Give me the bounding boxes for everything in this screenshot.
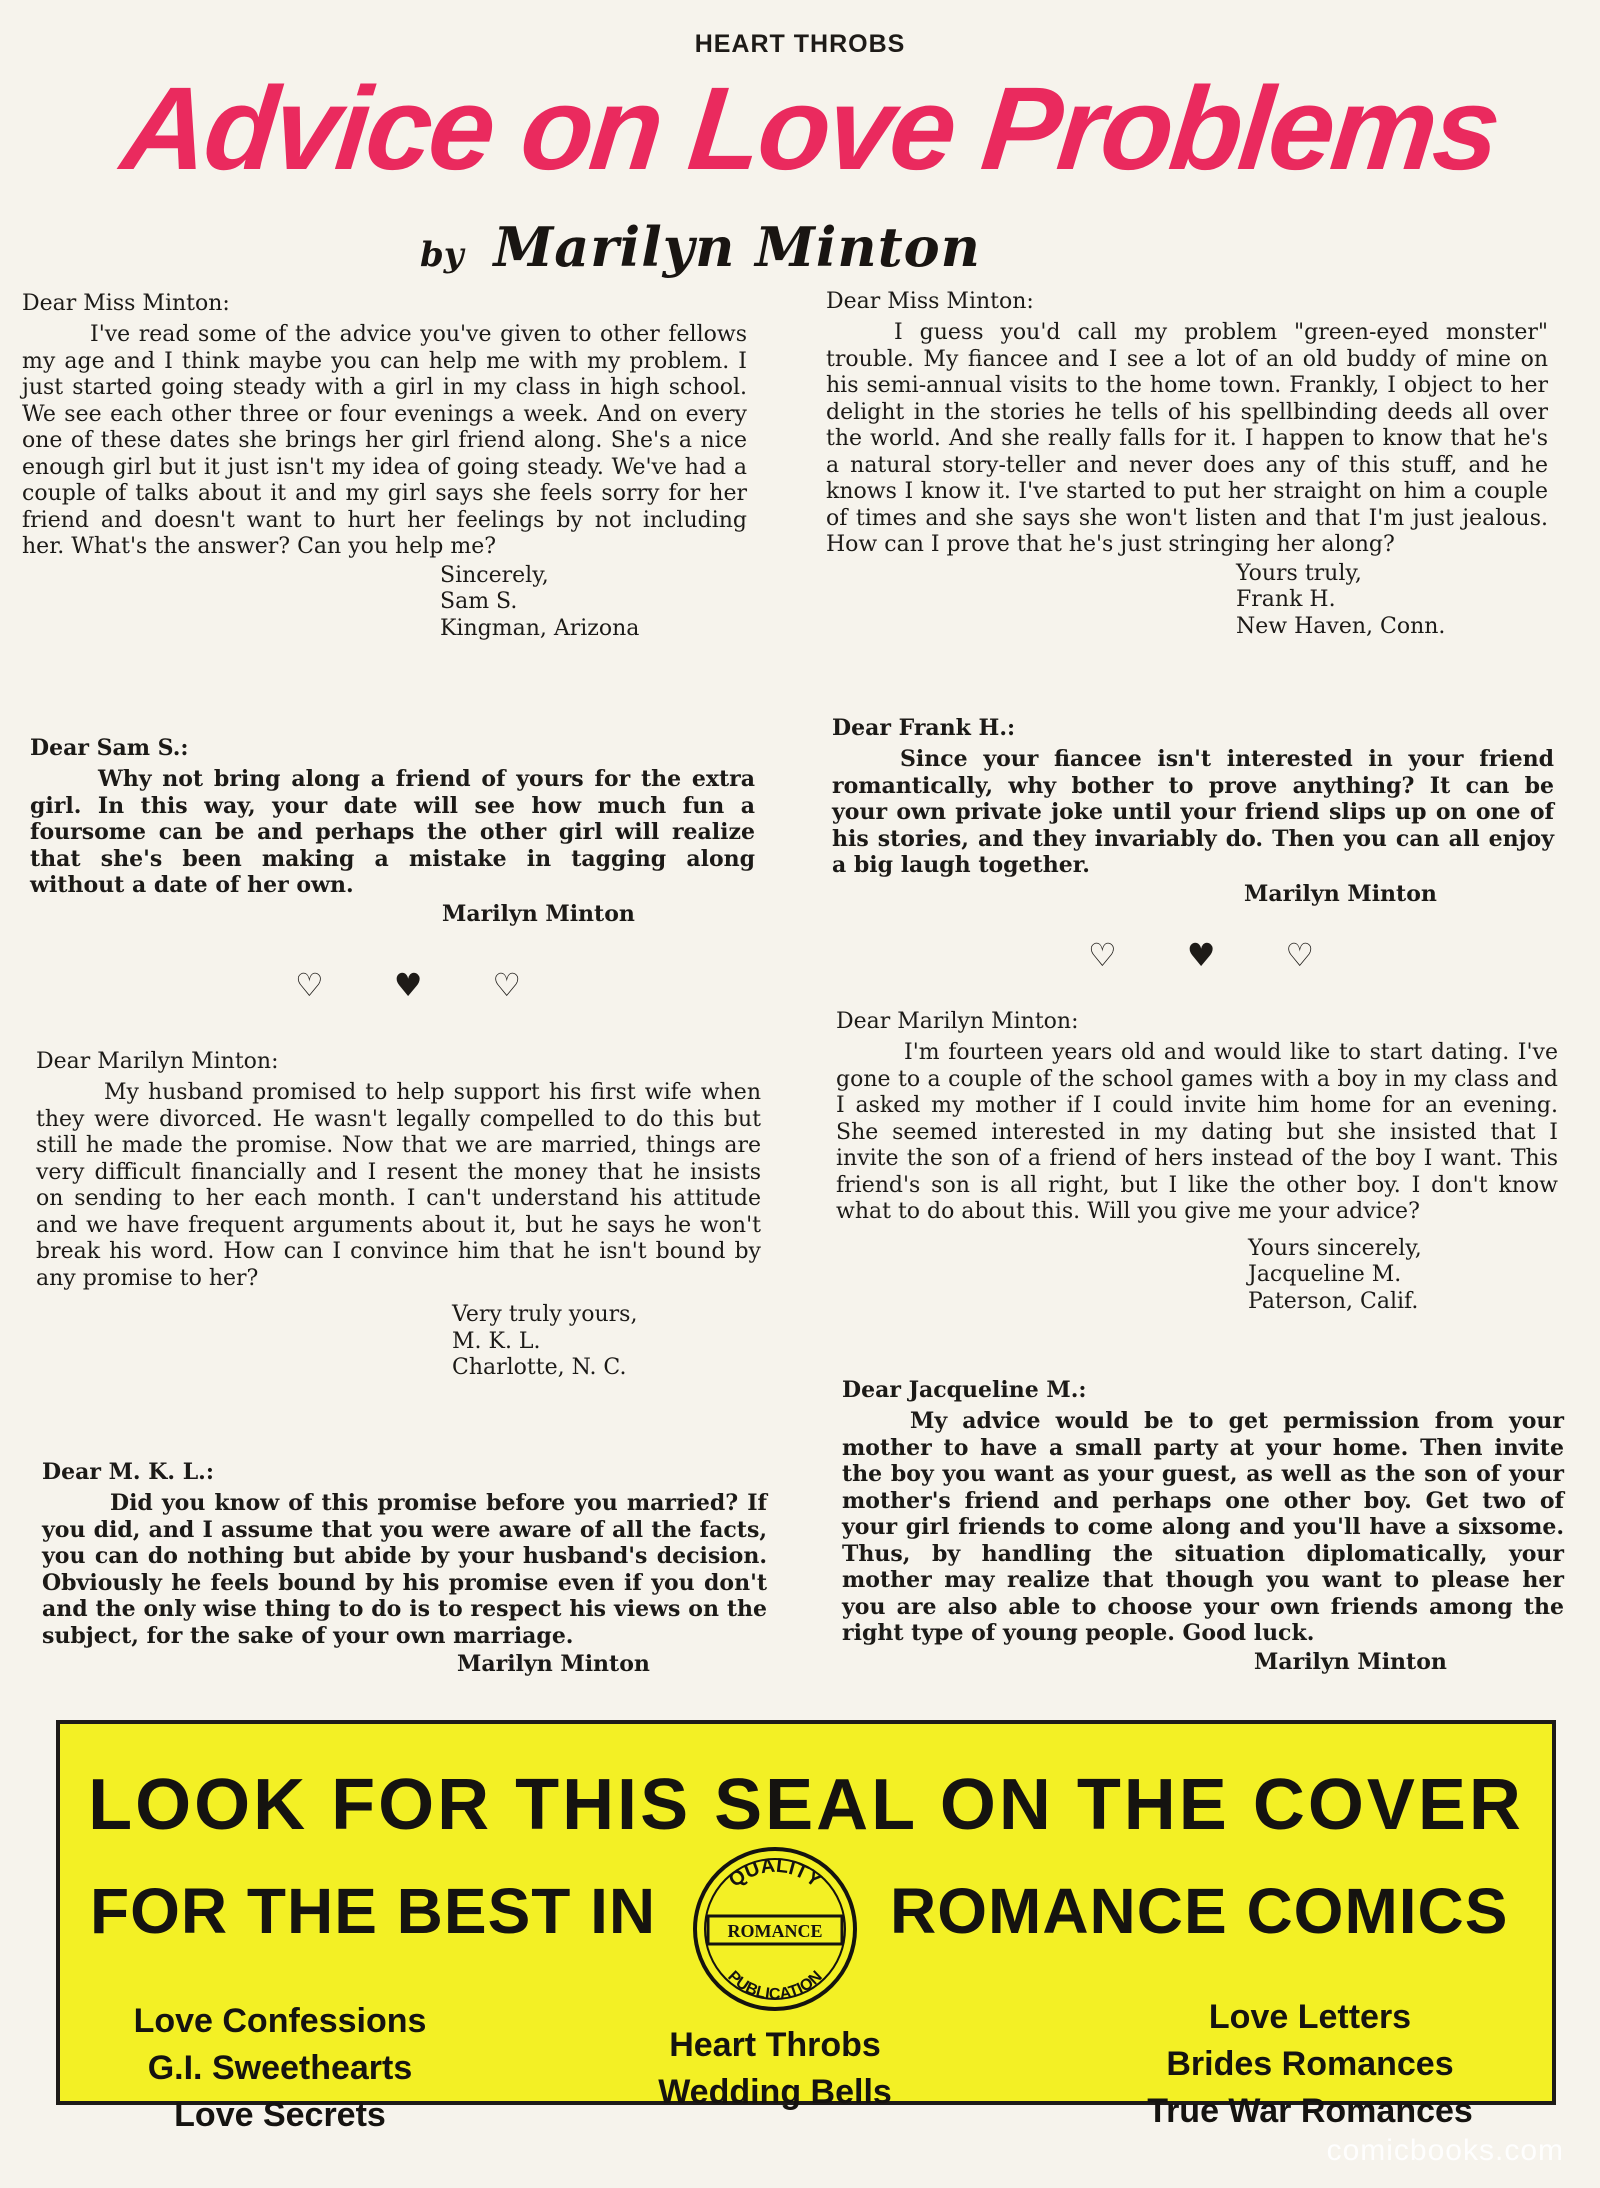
ad-titles-col3 [1120, 1994, 1500, 2135]
letter-salutation: Dear Miss Minton: [22, 291, 230, 316]
ad-subline-left: FOR THE BEST IN [90, 1875, 657, 1947]
ad-title: True War Romances [1147, 2092, 1473, 2130]
letter-signature: Sincerely, Sam S. Kingman, Arizona [440, 562, 640, 641]
heart-divider-icon: ♡♥♡ [295, 966, 592, 1004]
reply-signature: Marilyn Minton [1254, 1648, 1447, 1675]
ad-title: Brides Romances [1166, 2045, 1454, 2083]
reply-salutation: Dear Frank H.: [832, 715, 1016, 741]
letter-mkl [36, 1048, 761, 1382]
reply-mkl [42, 1458, 767, 1678]
letter-signature: Yours truly, Frank H. New Haven, Conn. [1236, 560, 1446, 639]
reply-jacqueline [842, 1376, 1564, 1675]
reply-body: Since your fiancee isn't interested in your friend romantically, why bother to prove anything? It can be your own private joke until your friend slips up on one of his stories, and they invariably do. Then you can all enjoy a big laugh together. [832, 746, 1554, 878]
page-title: Advice on Love Problems [116, 63, 1504, 195]
ad-title: Wedding Bells [658, 2073, 892, 2111]
quality-romance-ad [56, 1720, 1556, 2134]
reply-salutation: Dear Sam S.: [30, 735, 189, 761]
ad-title: Love Confessions [133, 2002, 427, 2040]
ad-titles-col1 [120, 1998, 440, 2139]
letter-signature: Very truly yours, M. K. L. Charlotte, N. C. [452, 1302, 638, 1380]
letter-salutation: Dear Marilyn Minton: [36, 1049, 279, 1074]
seal-top-text: QUALITY [724, 1854, 826, 1892]
reply-body: Why not bring along a friend of yours for the extra girl. In this way, your date will see how much fun a foursome can be and perhaps the other girl will realize that she's been making a mistake in tagging along without a date of her own. [30, 766, 755, 898]
letter-body: I've read some of the advice you've given to other fellows my age and I think maybe you can help me with my problem. I just started going steady with a girl in my class in high school. We see each other three or four evenings a week. And on every one of these dates she brings her girl friend along. She's a nice enough girl but it just isn't my idea of going steady. We've had a couple of talks about it and my girl says she feels sorry for her friend and doesn't want to hurt her feelings by not including her. What's the answer? Can you help me? [22, 322, 747, 559]
reply-sam [30, 734, 755, 927]
byline-by: by [420, 235, 464, 275]
letter-jacqueline [836, 1008, 1558, 1315]
letter-sam [22, 290, 747, 642]
ad-headline: LOOK FOR THIS SEAL ON THE COVER [88, 1765, 1524, 1845]
reply-signature: Marilyn Minton [442, 900, 635, 927]
quality-seal-icon [690, 1844, 860, 2014]
reply-body: My advice would be to get permission from your mother to have a small party at your home. Then invite the boy you want as your guest, as well as the son of your mother's friend and perhaps one other boy. Get two of your girl friends to come along and you'll have a sixsome. Thus, by handling the situation diplomatically, your mother may realize that though you want to please her you are also able to choose your own friends among the right type of young people. Good luck. [842, 1408, 1564, 1646]
letter-body: I'm fourteen years old and would like to start dating. I've gone to a couple of the school games with a boy in my class and I asked my mother if I could invite him home for an evening. She seemed interested in my dating but she insisted that I invite the son of a friend of hers instead of the boy I want. This friend's son is all right, but I like the other boy. I don't know what to do about this. Will you give me your advice? [836, 1040, 1558, 1224]
heart-divider-icon: ♡♥♡ [1088, 936, 1385, 974]
ad-title: Love Letters [1208, 1998, 1412, 2036]
letter-salutation: Dear Miss Minton: [826, 289, 1034, 314]
seal-bottom-text: PUBLICATION [724, 1967, 826, 2004]
letter-body: I guess you'd call my problem "green-eyed monster" trouble. My fiancee and I see a lot of an old buddy of mine on his semi-annual visits to the home town. Frankly, I object to her delight in the stories he tells of his spellbinding deeds all over the world. And she really falls for it. I happen to know that he's a natural story-teller and never does any of this stuff, and he knows I know it. I've started to put her straight on him a couple of times and she says she won't listen and that I'm just jealous. How can I prove that he's just stringing her along? [826, 320, 1548, 557]
ad-titles-col2 [625, 2022, 925, 2116]
letter-signature: Yours sincerely, Jacqueline M. Paterson, Calif. [1248, 1235, 1422, 1314]
page-header: HEART THROBS [694, 30, 906, 58]
reply-frank [832, 714, 1554, 907]
ad-title: Heart Throbs [669, 2026, 881, 2064]
byline [420, 215, 1120, 279]
ad-subline-right: ROMANCE COMICS [890, 1875, 1509, 1947]
byline-author: Marilyn Minton [493, 215, 981, 279]
letter-body: My husband promised to help support his first wife when they were divorced. He wasn't legally compelled to do this but still he made the promise. Now that we are married, things are very difficult financially and I resent the money that he insists on sending to her each month. I can't understand his attitude and we have frequent arguments about it, but he says he won't break his word. How can I convince him that he isn't bound by any promise to her? [36, 1080, 761, 1291]
seal-middle-text: ROMANCE [727, 1921, 823, 1941]
reply-signature: Marilyn Minton [457, 1651, 650, 1677]
letter-salutation: Dear Marilyn Minton: [836, 1009, 1079, 1034]
ad-title: Love Secrets [174, 2096, 386, 2134]
reply-salutation: Dear Jacqueline M.: [842, 1377, 1087, 1403]
watermark: comicbooks.com [1326, 2134, 1564, 2167]
reply-body: Did you know of this promise before you married? If you did, and I assume that you were aware of all the facts, you can do nothing but abide by your husband's decision. Obviously he feels bound by his promise even if you don't and the only wise thing to do is to respect his views on the subject, for the sake of your own marriage. [42, 1490, 767, 1649]
ad-title: G.I. Sweethearts [147, 2049, 413, 2087]
reply-signature: Marilyn Minton [1244, 880, 1437, 907]
reply-salutation: Dear M. K. L.: [42, 1459, 214, 1485]
letter-frank [826, 288, 1548, 640]
